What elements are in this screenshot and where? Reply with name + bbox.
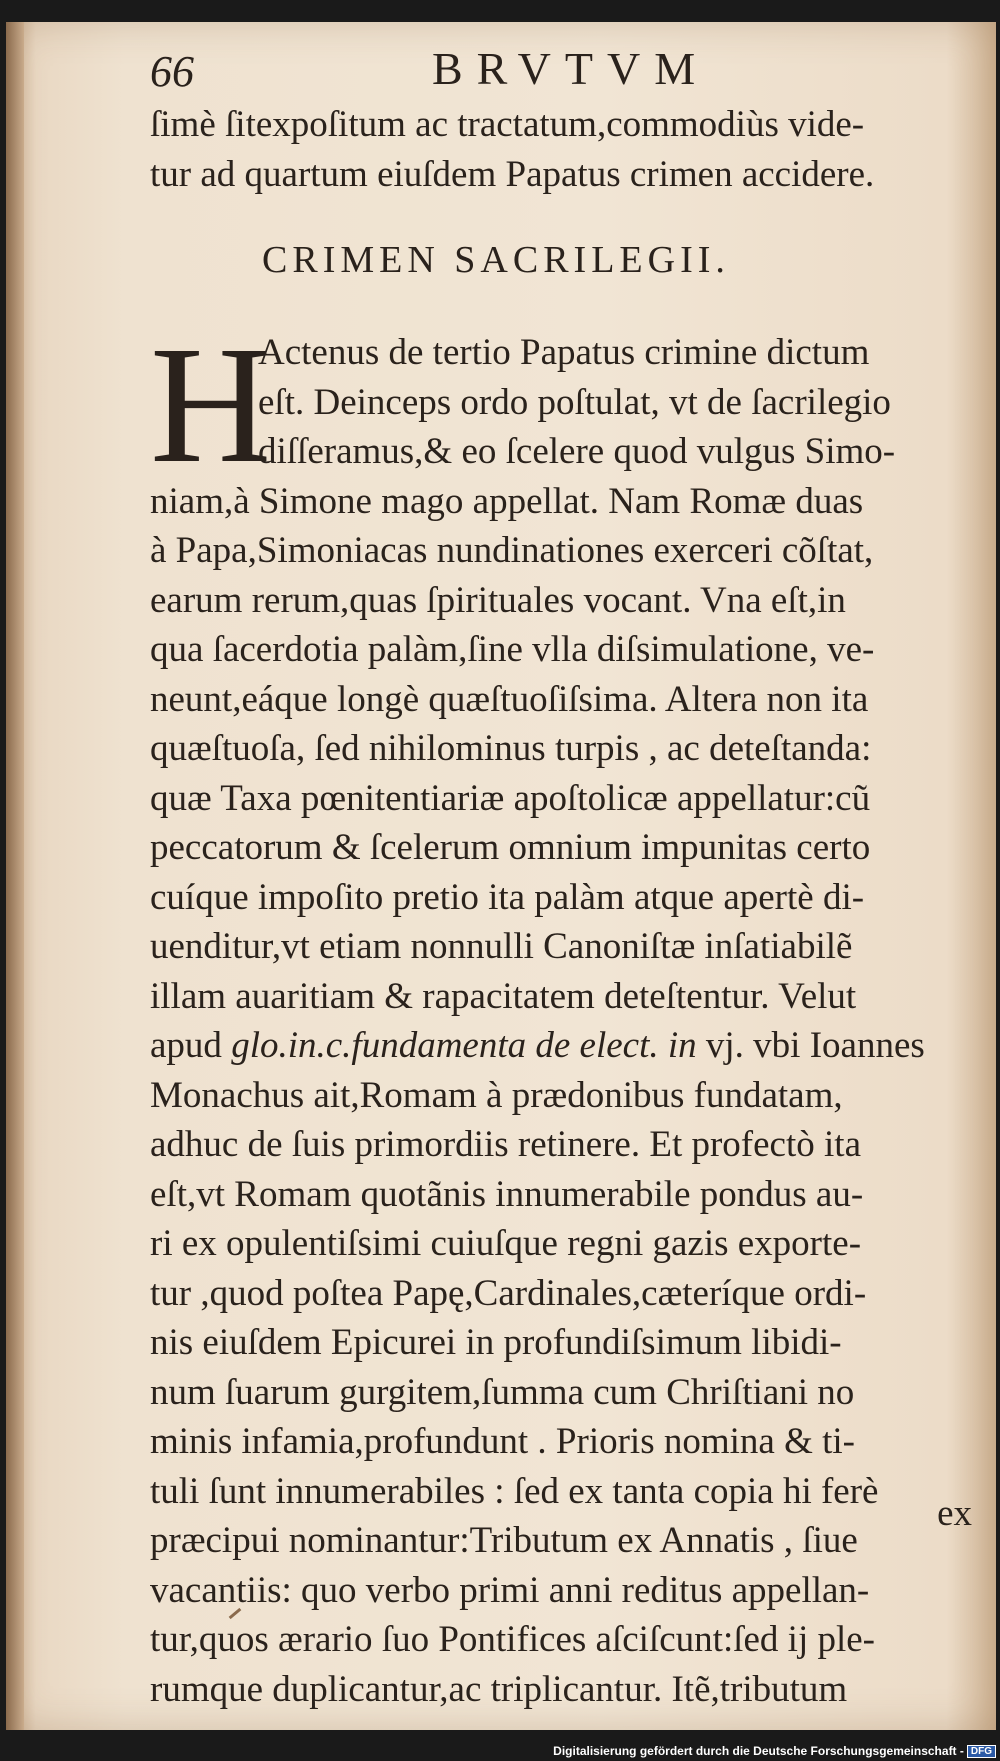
digitization-credit [553, 1744, 996, 1758]
text-line: tur ,quod poſtea Papę,Cardinales,cæteríque ordi- [150, 1272, 867, 1314]
text-line: earum rerum,quas ſpirituales vocant. Vna eſt,in [150, 579, 846, 621]
text-line: tur ad quartum eiuſdem Papatus crimen accidere. [150, 153, 875, 195]
citation-line [150, 1021, 970, 1071]
text-line: num ſuarum gurgitem,ſumma cum Chriſtiani no [150, 1371, 855, 1413]
text-line: uenditur,vt etiam nonnulli Canoniſtæ inſatiabilẽ [150, 926, 853, 967]
citation-suffix: vj. vbi Ioannes [696, 1025, 925, 1066]
text-line: vacantiis: quo verbo primi anni reditus appellan- [150, 1569, 870, 1611]
text-line: cuíque impoſito pretio ita palàm atque apertè di- [150, 876, 865, 918]
citation-prefix: apud [150, 1025, 232, 1066]
text-line: eſt,vt Romam quotãnis innumerabile pondus au- [150, 1173, 864, 1215]
text-line: adhuc de ſuis primordiis retinere. Et profectò ita [150, 1124, 861, 1165]
text-line: quæ Taxa pœnitentiariæ apoſtolicæ appellatur:cũ [150, 777, 871, 819]
text-line: peccatorum & ſcelerum omnium impunitas certo [150, 827, 871, 868]
text-line: Monachus ait,Romam à prædonibus fundatam, [150, 1074, 843, 1116]
text-line: rumque duplicantur,ac triplicantur. Itẽ,tributum [150, 1668, 848, 1710]
text-line: quæſtuoſa, ſed nihilominus turpis , ac deteſtanda: [150, 728, 872, 769]
intro-paragraph [150, 100, 970, 199]
text-line: nis eiuſdem Epicurei in profundiſsimum libidi- [150, 1322, 842, 1363]
catchword: ex [937, 1493, 972, 1534]
text-line: tur,quos ærario ſuo Pontifices aſciſcunt:ſed ij ple- [150, 1619, 876, 1660]
text-line: ri ex opulentiſsimi cuiuſque regni gazis exporte- [150, 1223, 862, 1264]
text-line: ſimè ſitexpoſitum ac tractatum,commodiùs vide- [150, 104, 865, 145]
text-line: tuli ſunt innumerabiles : ſed ex tanta copia hi ferè [150, 1470, 879, 1512]
text-line: qua ſacerdotia palàm,ſine vlla diſsimulatione, ve- [150, 629, 875, 670]
text-line: Actenus de tertio Papatus crimine dictum [258, 332, 870, 373]
text-line: eſt. Deinceps ordo poſtulat, vt de ſacrilegio [258, 381, 891, 423]
text-line: neunt,eáque longè quæſtuoſiſsima. Altera non ita [150, 678, 869, 720]
text-line: minis infamia,profundunt . Prioris nomina & ti- [150, 1421, 855, 1462]
running-head: BRVTVM [432, 43, 710, 94]
dfg-logo-icon: DFG [967, 1745, 996, 1758]
main-paragraph [150, 312, 970, 1714]
section-title: CRIMEN SACRILEGII. [262, 239, 730, 281]
page-gutter [6, 22, 24, 1730]
text-line: diſſeramus,& eo ſcelere quod vulgus Simo- [258, 431, 896, 472]
credit-text: Digitalisierung gefördert durch die Deutsche Forschungsgemeinschaft - [553, 1744, 964, 1758]
text-line: à Papa,Simoniacas nundinationes exerceri cõſtat, [150, 530, 874, 571]
page-number: 66 [150, 47, 194, 96]
text-line: illam auaritiam & rapacitatem deteſtentur. Velut [150, 975, 857, 1017]
text-line: niam,à Simone mago appellat. Nam Romæ duas [150, 480, 864, 522]
page-header [150, 42, 970, 102]
citation-reference: glo.in.c.fundamenta de elect. in [231, 1025, 697, 1066]
text-line: præcipui nominantur:Tributum ex Annatis , ſiue [150, 1520, 858, 1561]
decorated-initial: H [150, 312, 272, 498]
